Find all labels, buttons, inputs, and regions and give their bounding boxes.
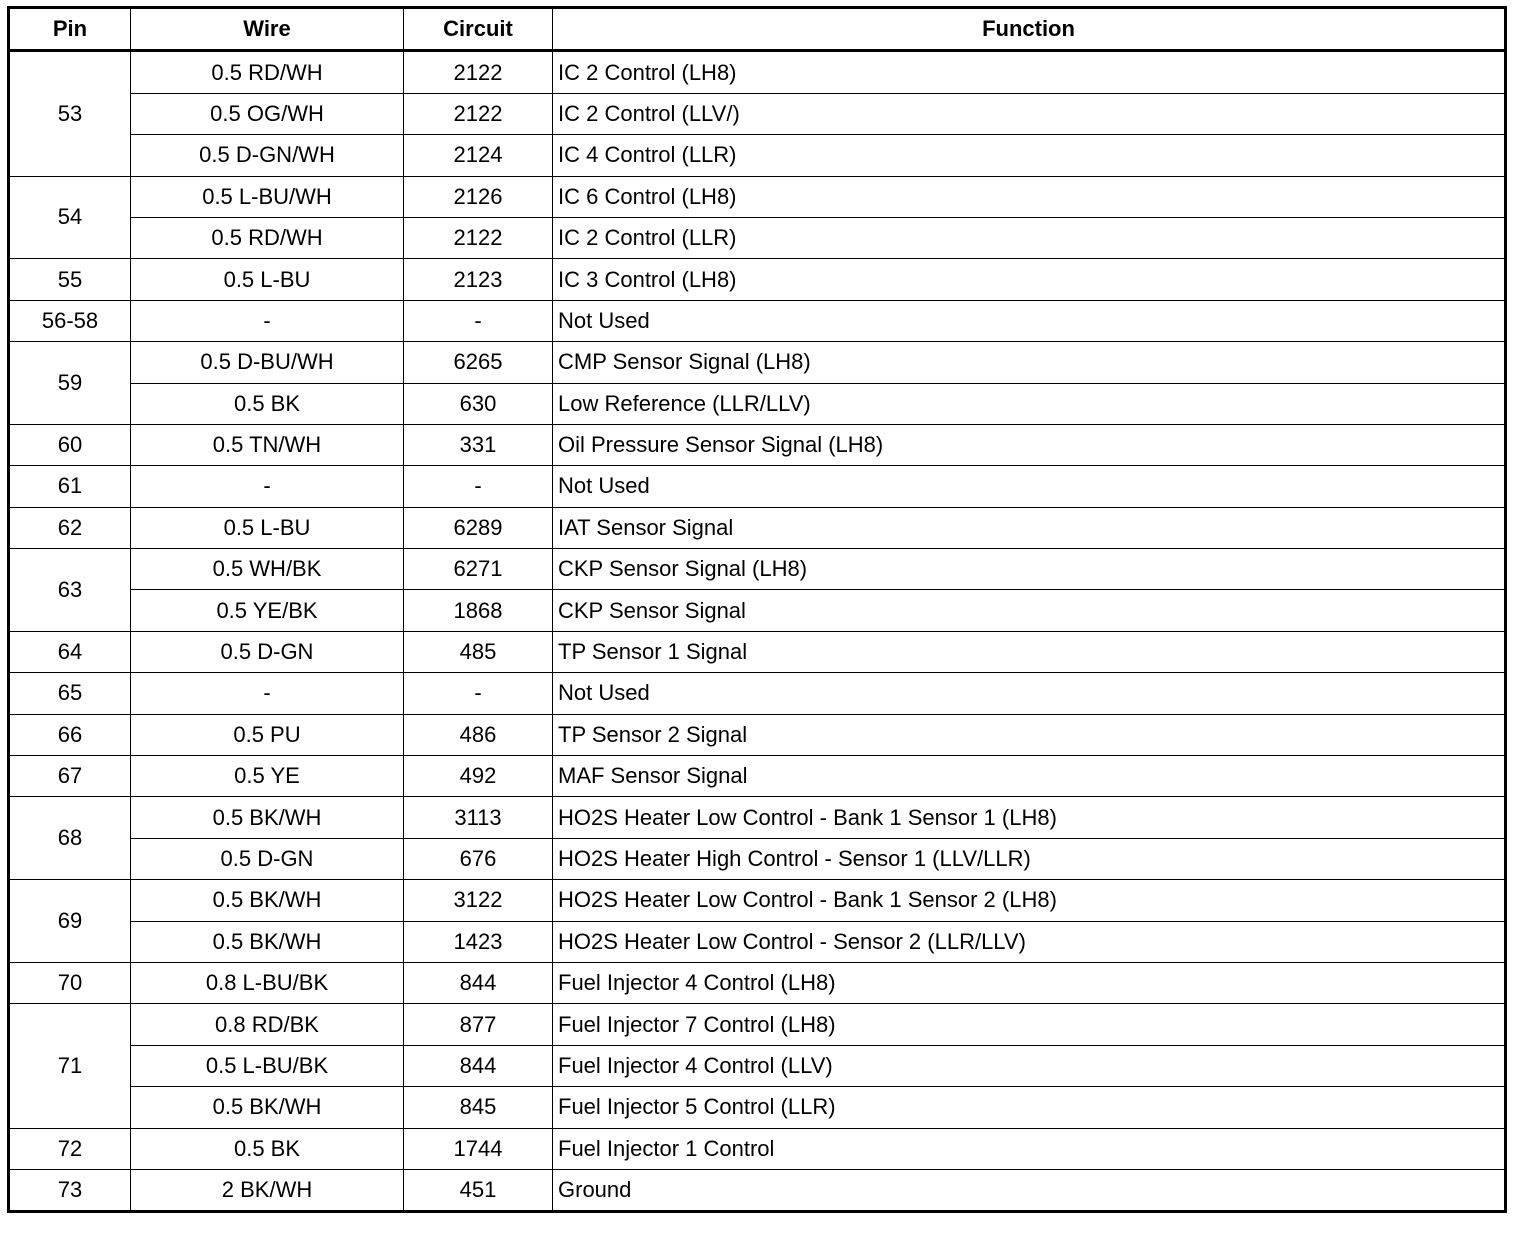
table-row <box>9 507 1506 548</box>
table-row <box>9 466 1506 507</box>
wire-cell: 0.8 L-BU/BK <box>131 962 404 1003</box>
wire-cell: 0.5 OG/WH <box>131 93 404 134</box>
table-row <box>9 1128 1506 1169</box>
table-row <box>9 424 1506 465</box>
table-row <box>9 714 1506 755</box>
pin-cell: 69 <box>9 880 131 963</box>
function-cell: MAF Sensor Signal <box>553 756 1506 797</box>
pin-cell: 63 <box>9 549 131 632</box>
pin-cell: 56-58 <box>9 300 131 341</box>
wire-cell: 0.5 BK <box>131 1128 404 1169</box>
circuit-cell: 845 <box>404 1087 553 1128</box>
circuit-cell: 451 <box>404 1169 553 1211</box>
pin-cell: 54 <box>9 176 131 259</box>
circuit-cell: 844 <box>404 1045 553 1086</box>
circuit-cell: 485 <box>404 631 553 672</box>
function-cell: HO2S Heater Low Control - Bank 1 Sensor 2 (LH8) <box>553 880 1506 921</box>
wire-cell: 0.5 PU <box>131 714 404 755</box>
function-cell: Fuel Injector 4 Control (LH8) <box>553 962 1506 1003</box>
function-cell: TP Sensor 1 Signal <box>553 631 1506 672</box>
table-row <box>9 300 1506 341</box>
function-cell: Fuel Injector 1 Control <box>553 1128 1506 1169</box>
circuit-cell: 2126 <box>404 176 553 217</box>
table-row <box>9 342 1506 383</box>
pin-cell: 59 <box>9 342 131 425</box>
table-row <box>9 631 1506 672</box>
circuit-cell: 1868 <box>404 590 553 631</box>
wire-cell: 0.5 BK/WH <box>131 1087 404 1128</box>
pin-cell: 61 <box>9 466 131 507</box>
wire-cell: 0.5 WH/BK <box>131 549 404 590</box>
table-row <box>9 673 1506 714</box>
pin-cell: 67 <box>9 756 131 797</box>
pinout-table <box>7 6 1507 1213</box>
circuit-cell: 2122 <box>404 51 553 93</box>
wire-cell: 0.5 D-GN/WH <box>131 135 404 176</box>
wire-cell: 0.5 L-BU <box>131 259 404 300</box>
pin-cell: 64 <box>9 631 131 672</box>
wire-cell: 0.5 YE <box>131 756 404 797</box>
circuit-cell: 844 <box>404 962 553 1003</box>
wire-cell: 0.5 TN/WH <box>131 424 404 465</box>
circuit-cell: 492 <box>404 756 553 797</box>
table-row <box>9 93 1506 134</box>
table-row <box>9 1087 1506 1128</box>
circuit-cell: 2123 <box>404 259 553 300</box>
pin-cell: 71 <box>9 1004 131 1128</box>
function-cell: Fuel Injector 5 Control (LLR) <box>553 1087 1506 1128</box>
circuit-cell: - <box>404 300 553 341</box>
table-row <box>9 383 1506 424</box>
table-row <box>9 259 1506 300</box>
table-row <box>9 176 1506 217</box>
circuit-cell: 6271 <box>404 549 553 590</box>
function-cell: Not Used <box>553 300 1506 341</box>
table-row <box>9 217 1506 258</box>
table-row <box>9 756 1506 797</box>
function-cell: Not Used <box>553 673 1506 714</box>
function-cell: HO2S Heater High Control - Sensor 1 (LLV/LLR) <box>553 838 1506 879</box>
pin-column-header: Pin <box>9 8 131 51</box>
table-row <box>9 921 1506 962</box>
wire-cell: 0.5 BK/WH <box>131 880 404 921</box>
wire-cell: 0.5 YE/BK <box>131 590 404 631</box>
function-cell: IC 4 Control (LLR) <box>553 135 1506 176</box>
function-cell: HO2S Heater Low Control - Bank 1 Sensor 1 (LH8) <box>553 797 1506 838</box>
pin-cell: 73 <box>9 1169 131 1211</box>
wire-cell: 0.5 L-BU <box>131 507 404 548</box>
pin-cell: 72 <box>9 1128 131 1169</box>
function-cell: IC 3 Control (LH8) <box>553 259 1506 300</box>
circuit-cell: 2122 <box>404 217 553 258</box>
header-row <box>9 8 1506 51</box>
circuit-cell: 877 <box>404 1004 553 1045</box>
function-cell: IC 2 Control (LH8) <box>553 51 1506 93</box>
wire-column-header: Wire <box>131 8 404 51</box>
wire-cell: - <box>131 466 404 507</box>
circuit-cell: - <box>404 466 553 507</box>
circuit-cell: - <box>404 673 553 714</box>
table-row <box>9 838 1506 879</box>
function-cell: HO2S Heater Low Control - Sensor 2 (LLR/LLV) <box>553 921 1506 962</box>
function-cell: Low Reference (LLR/LLV) <box>553 383 1506 424</box>
function-cell: CMP Sensor Signal (LH8) <box>553 342 1506 383</box>
circuit-cell: 630 <box>404 383 553 424</box>
table-row <box>9 51 1506 93</box>
function-cell: TP Sensor 2 Signal <box>553 714 1506 755</box>
table-row <box>9 880 1506 921</box>
function-cell: Not Used <box>553 466 1506 507</box>
pin-cell: 60 <box>9 424 131 465</box>
function-cell: CKP Sensor Signal <box>553 590 1506 631</box>
table-row <box>9 962 1506 1003</box>
circuit-cell: 2122 <box>404 93 553 134</box>
pin-cell: 55 <box>9 259 131 300</box>
wire-cell: 2 BK/WH <box>131 1169 404 1211</box>
wire-cell: 0.5 RD/WH <box>131 51 404 93</box>
pin-cell: 62 <box>9 507 131 548</box>
circuit-cell: 2124 <box>404 135 553 176</box>
wire-cell: 0.5 D-BU/WH <box>131 342 404 383</box>
function-cell: Fuel Injector 7 Control (LH8) <box>553 1004 1506 1045</box>
wire-cell: 0.5 RD/WH <box>131 217 404 258</box>
function-column-header: Function <box>553 8 1506 51</box>
wire-cell: - <box>131 673 404 714</box>
wire-cell: 0.5 L-BU/BK <box>131 1045 404 1086</box>
function-cell: IC 2 Control (LLV/) <box>553 93 1506 134</box>
pin-cell: 66 <box>9 714 131 755</box>
wire-cell: - <box>131 300 404 341</box>
function-cell: CKP Sensor Signal (LH8) <box>553 549 1506 590</box>
table-row <box>9 1169 1506 1211</box>
circuit-cell: 3113 <box>404 797 553 838</box>
circuit-cell: 331 <box>404 424 553 465</box>
wire-cell: 0.8 RD/BK <box>131 1004 404 1045</box>
function-cell: Fuel Injector 4 Control (LLV) <box>553 1045 1506 1086</box>
table-row <box>9 1045 1506 1086</box>
function-cell: IAT Sensor Signal <box>553 507 1506 548</box>
pin-cell: 53 <box>9 51 131 176</box>
function-cell: Ground <box>553 1169 1506 1211</box>
wire-cell: 0.5 BK/WH <box>131 797 404 838</box>
circuit-cell: 6265 <box>404 342 553 383</box>
table-row <box>9 797 1506 838</box>
wire-cell: 0.5 L-BU/WH <box>131 176 404 217</box>
circuit-cell: 3122 <box>404 880 553 921</box>
table-row <box>9 135 1506 176</box>
function-cell: Oil Pressure Sensor Signal (LH8) <box>553 424 1506 465</box>
wire-cell: 0.5 BK/WH <box>131 921 404 962</box>
pin-cell: 65 <box>9 673 131 714</box>
circuit-cell: 1744 <box>404 1128 553 1169</box>
table-row <box>9 590 1506 631</box>
circuit-cell: 486 <box>404 714 553 755</box>
table-row <box>9 1004 1506 1045</box>
wire-cell: 0.5 D-GN <box>131 838 404 879</box>
pin-cell: 68 <box>9 797 131 880</box>
circuit-column-header: Circuit <box>404 8 553 51</box>
circuit-cell: 676 <box>404 838 553 879</box>
pin-cell: 70 <box>9 962 131 1003</box>
wire-cell: 0.5 D-GN <box>131 631 404 672</box>
circuit-cell: 6289 <box>404 507 553 548</box>
function-cell: IC 6 Control (LH8) <box>553 176 1506 217</box>
function-cell: IC 2 Control (LLR) <box>553 217 1506 258</box>
wire-cell: 0.5 BK <box>131 383 404 424</box>
table-row <box>9 549 1506 590</box>
table-body <box>9 51 1506 1212</box>
circuit-cell: 1423 <box>404 921 553 962</box>
